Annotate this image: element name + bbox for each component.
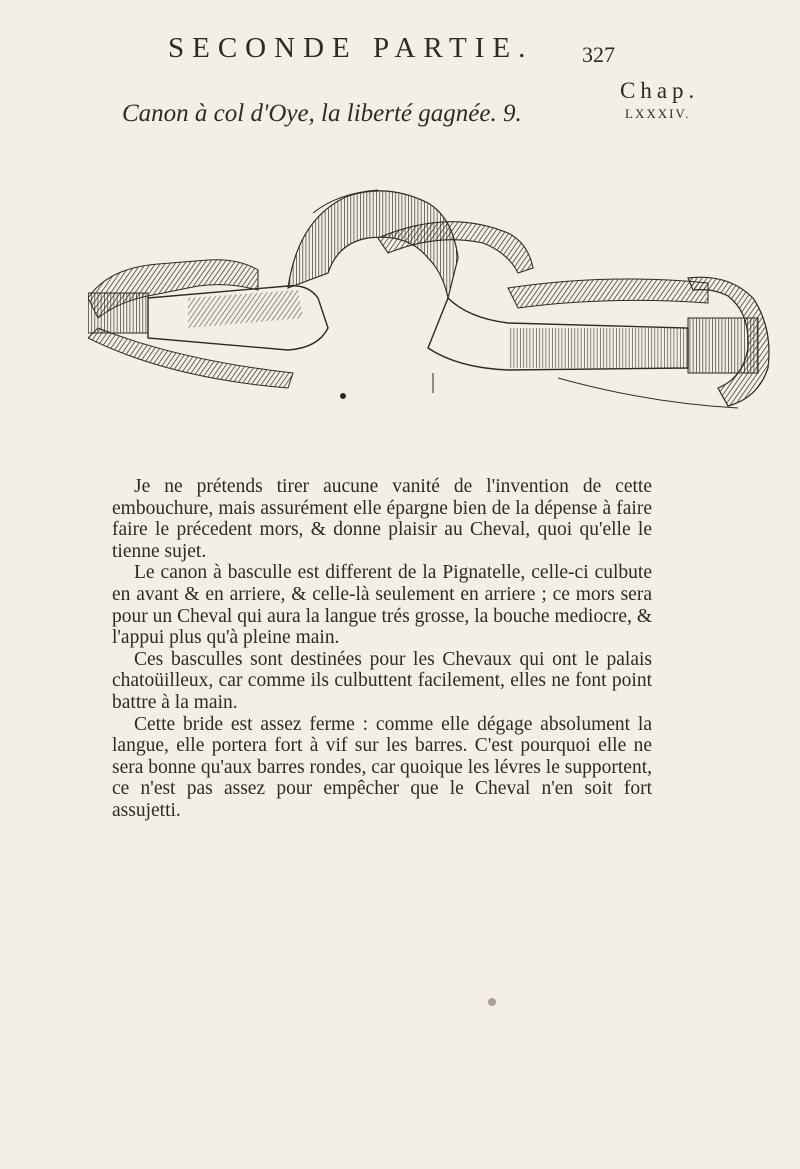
ink-blot xyxy=(488,998,496,1006)
figure-caption: Canon à col d'Oye, la liberté gagnée. 9. xyxy=(122,100,522,127)
paragraph: Le canon à basculle est different de la Pignatelle, celle-ci culbute en avant & en arriere, & celle-là seulement en arriere ; ce mors sera pour un Cheval qui aura la langue trés grosse, la bouche mediocre, & l'appui plus qu'à pleine main. xyxy=(112,562,652,649)
chapter-label: Chap. xyxy=(620,78,700,103)
paragraph: Je ne prétends tirer aucune vanité de l'invention de cette embouchure, mais assurément elle épargne bien de la dépense à faire faire le précedent mors, & donne plaisir au Cheval, quoi qu'elle le tienne sujet. xyxy=(112,476,652,562)
page-number: 327 xyxy=(582,42,615,67)
bit-engraving xyxy=(88,178,778,413)
running-head: SECONDE PARTIE. xyxy=(168,32,534,64)
body-text xyxy=(112,476,652,822)
paragraph: Ces basculles sont destinées pour les Chevaux qui ont le palais chatoüilleux, car comme ils culbuttent facilement, elles ne font point battre à la main. xyxy=(112,648,652,713)
chapter-number: LXXXIV. xyxy=(625,106,691,121)
paragraph: Cette bride est assez ferme : comme elle dégage absolument la langue, elle portera fort à vif sur les barres. C'est pourquoi elle ne sera bonne qu'aux barres rondes, car quoique les lévres le supportent, ce n'est pas assez pour empêcher que le Cheval n'en soit fort assujetti. xyxy=(112,713,652,821)
page-header xyxy=(0,0,800,130)
